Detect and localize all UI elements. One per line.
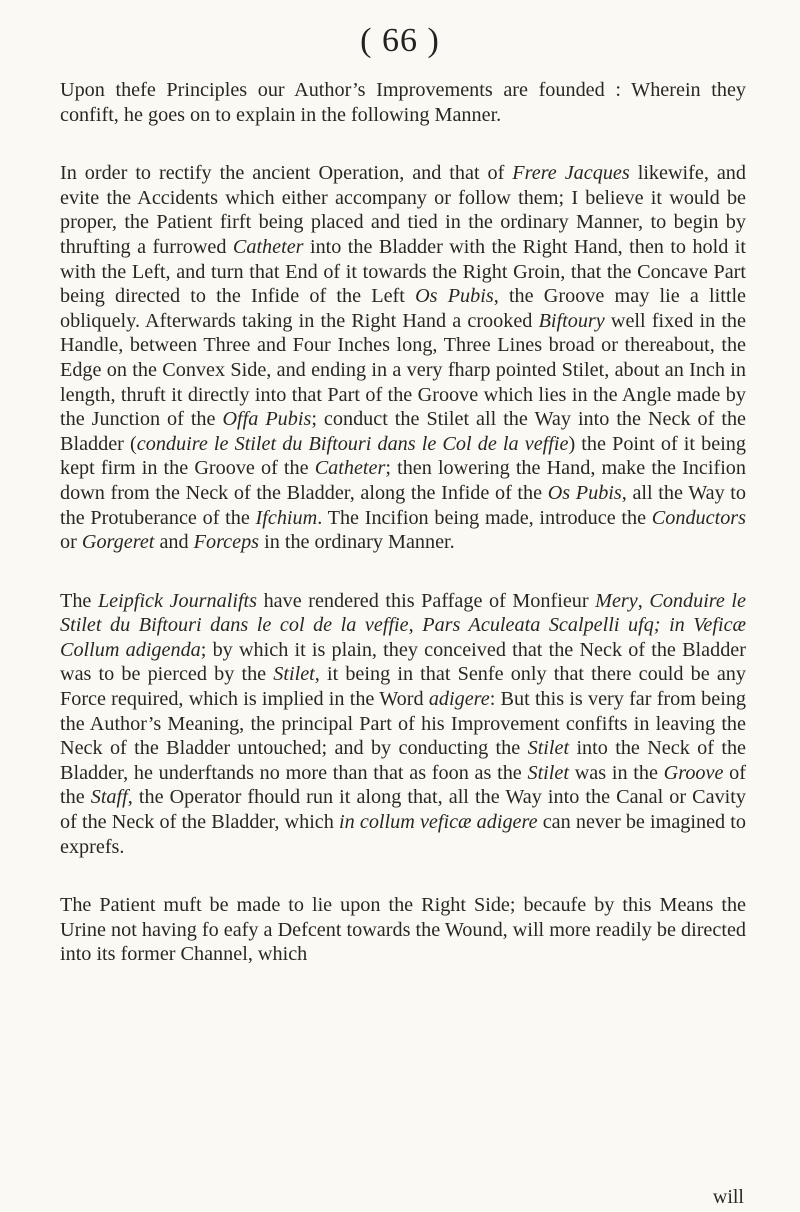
text-run: ; by which it is plain, they conceived that the Neck of the Bladder was to be pierced by the (60, 638, 746, 686)
italic-run: Forceps (193, 531, 260, 554)
italic-run: Pars Aculeata Scalpelli ufq; in Veficæ Collum adigenda (60, 614, 747, 661)
text-run: or (60, 531, 82, 554)
italic-run: Conductors (651, 506, 747, 529)
italic-run: Mery (595, 589, 638, 612)
page-body (60, 78, 746, 967)
text-run: . The Incifion being made, introduce the (317, 506, 652, 529)
text-run: ) the Point of it being kept firm in the Groove of the (60, 432, 746, 480)
italic-run: Stilet (527, 737, 570, 760)
page-number: ( 66 ) (360, 22, 440, 59)
italic-run: Leipfick Journalifts (97, 589, 258, 612)
italic-run: Groove (663, 761, 724, 784)
italic-run: conduire le Stilet du Biftouri dans le Col de la veffie (136, 432, 569, 455)
text-run: The (60, 589, 98, 612)
text-run: in the ordinary Manner. (259, 531, 455, 554)
text-run: , (408, 614, 423, 637)
text-run: In order to rectify the ancient Operation, and that of (60, 162, 513, 185)
italic-run: Frere Jacques (512, 162, 630, 185)
italic-run: Staff (90, 786, 128, 809)
italic-run: in collum veficæ adigere (339, 811, 538, 834)
text-run: , it being in that Senfe only that there could be any Force required, which is implied in the Word (60, 663, 746, 711)
catchword: will (712, 1186, 744, 1208)
italic-run: Conduire le Stilet du Biftouri dans le col de la veffie (60, 589, 747, 637)
text-run: into the Neck of the Bladder, he underftands no more than that as foon as the (60, 737, 747, 784)
paragraph-2 (60, 161, 746, 555)
italic-run: Ifchium (255, 506, 318, 529)
text-run: , the Groove may lie a little obliquely. Afterwards taking in the Right Hand a crooked (60, 285, 747, 332)
text-run: and (154, 531, 194, 554)
text-run: : But this is very far from being the Author’s Meaning, the principal Part of his Improvement confifts in leaving the Neck of the Bladder untouched; and by conducting the (60, 688, 747, 760)
text-run: can never be imagined to exprefs. (60, 811, 746, 858)
text-run: , all the Way to the Protuberance of the (60, 481, 747, 529)
text-run: was in the (568, 761, 664, 784)
italic-run: Os Pubis (547, 481, 622, 504)
italic-run: Catheter (232, 235, 304, 258)
italic-run: Os Pubis (415, 285, 494, 308)
text-run: ; then lowering the Hand, make the Incifion down from the Neck of the Bladder, along the Infide of the (60, 457, 746, 504)
paragraph-1 (60, 78, 746, 127)
text-run: Upon thefe Principles our Author’s Improvements are founded : Wherein they confift, he goes on to explain in the following Manner. (60, 79, 746, 126)
paragraph-3 (60, 589, 746, 860)
text-run: of the (60, 761, 746, 809)
italic-run: Stilet (527, 761, 569, 784)
text-run: ; conduct the Stilet all the Way into the Neck of the Bladder ( (60, 408, 746, 455)
text-run: well fixed in the Handle, between Three and Four Inches long, Three Lines broad or thereabout, the Edge on the Convex Side, and ending in a very fharp pointed Stilet, about an Inch in length, thruft it directly into that Part of the Groove which lies in the Angle made by the Junction of the (60, 309, 746, 431)
italic-run: Offa Pubis (222, 408, 312, 431)
text-run: , the Operator fhould run it along that, all the Way into the Canal or Cavity of the Neck of the Bladder, which (60, 786, 746, 834)
text-run: into the Bladder with the Right Hand, then to hold it with the Left, and turn that End of it towards the Right Groin, that the Concave Part being directed to the Infide of the Left (60, 235, 746, 308)
paragraph-4 (60, 893, 746, 967)
italic-run: Catheter (314, 457, 386, 480)
text-run: likewife, and evite the Accidents which either accompany or follow them; I believe it would be proper, the Patient firft being placed and tied in the ordinary Manner, to begin by thrufting a furrowed (60, 162, 746, 258)
text-run: have rendered this Paffage of Monfieur (257, 589, 596, 612)
italic-run: Stilet (273, 663, 315, 686)
text-run: The Patient muft be made to lie upon the Right Side; becaufe by this Means the Urine not having fo eafy a Defcent towards the Wound, will more readily be directed into its former Channel, which (60, 894, 746, 966)
italic-run: adigere (428, 688, 490, 711)
text-run: , (637, 589, 650, 612)
italic-run: Biftoury (538, 309, 605, 332)
italic-run: Gorgeret (81, 531, 155, 554)
